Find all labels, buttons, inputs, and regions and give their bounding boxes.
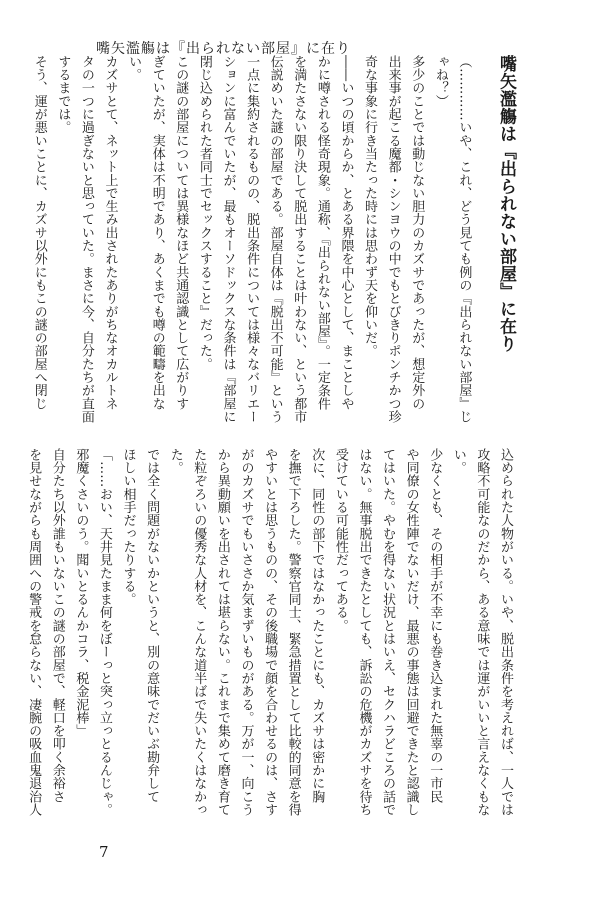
text-line: や同僚の女性陣でないだけ、最悪の事態は回避できたと認識し bbox=[403, 448, 419, 817]
text-line: 伝説めいた謎の部屋である。部屋自体は『脱出不可能』という bbox=[267, 55, 283, 424]
text-line: から異動願いを出されては堪らない。これまで集めて磨き育て bbox=[214, 448, 230, 817]
text-line: 自分たち以外誰もいないこの謎の部屋で、軽口を叩く余裕さ bbox=[49, 448, 65, 804]
text-line: では全く問題がないかというと、別の意味でだいぶ勘弁して bbox=[144, 448, 160, 804]
text-line: 攻略不可能なのだから、ある意味では運がいいと言えなくもな bbox=[474, 448, 490, 817]
text-line: を撫で下ろした。警察官同士、緊急措置として比較的同意を得 bbox=[285, 448, 301, 817]
text-line: タの一つに過ぎないと思っていた。まさに今、自分たちが直面 bbox=[78, 55, 94, 424]
text-line: ションに富んでいたが、最もオーソドックスな条件は『部屋に bbox=[220, 55, 236, 424]
text-line: てはいた。やむを得ない状況とはいえ、セクハラどころの話で bbox=[380, 448, 396, 817]
text-line: 受けている可能性だってある。 bbox=[332, 448, 348, 633]
text-line: た粒ぞろいの優秀な人材を、こんな道半ばで失いたくはなかっ bbox=[191, 448, 207, 817]
text-line: するまでは。 bbox=[55, 55, 71, 134]
text-line: い。 bbox=[450, 448, 466, 475]
text-line: 多少のことでは動じない胆力のカズサであったが、想定外の bbox=[409, 55, 425, 411]
upper-text-block bbox=[31, 55, 517, 430]
text-line: そう、運が悪いことに、カズサ以外にもこの謎の部屋へ閉じ bbox=[31, 55, 47, 411]
lower-text-block bbox=[26, 448, 517, 817]
text-line: ほしい相手だったりする。 bbox=[120, 448, 136, 606]
text-line: 次に、同性の部下ではなかったことにも、カズサは密かに胸 bbox=[309, 448, 325, 804]
text-line: 一点に集約されるものの、脱出条件については様々なバリエー bbox=[244, 55, 260, 424]
page-number: 7 bbox=[99, 843, 109, 861]
text-line: ぎていたが、実体は不明であり、あくまでも噂の範疇を出な bbox=[149, 55, 165, 411]
text-line: やすいとは思うものの、その後職場で顔を合わせるのは、さす bbox=[262, 448, 278, 817]
text-line: 「……おい、天井見たまま何をぼーっと突っ立っとるんじゃ。 bbox=[96, 448, 112, 817]
text-line: 出来事が起こる魔都・シンヨウの中でもとびきりポンチかつ珍 bbox=[385, 55, 401, 424]
text-line: がのカズサでもいささか気まずいものがある。万が一、向こう bbox=[238, 448, 254, 817]
text-line: た。 bbox=[167, 448, 183, 475]
text-line: い。 bbox=[126, 55, 142, 82]
text-line: 少なくとも、その相手が不幸にも巻き込まれた無辜の一市民 bbox=[427, 448, 443, 804]
text-line: かに噂される怪奇現象。通称、『出られない部屋』。一定条件 bbox=[314, 55, 330, 411]
text-line: ゃね？） bbox=[432, 55, 448, 108]
text-line: を満たさない限り決して脱出することは叶わない、という都市 bbox=[291, 55, 307, 424]
text-line: 閉じ込められた者同士でセックスすること』だった。 bbox=[196, 55, 212, 371]
running-header: 嘴矢濫觴は『出られない部屋』に在り bbox=[96, 41, 351, 57]
text-line: この謎の部屋については異様なほど共通認識として広がりす bbox=[173, 55, 189, 411]
text-line: はない。無事脱出できたとしても、訴訟の危機がカズサを待ち bbox=[356, 448, 372, 817]
text-line: 込められた人物がいる。いや、脱出条件を考えれば、一人では bbox=[498, 448, 513, 817]
text-line: （…………いや、これ、どう見ても例の『出られない部屋』じ bbox=[456, 55, 472, 424]
text-line: 邪魔くさいのう。聞いとるんかコラ、税金泥棒」 bbox=[73, 448, 89, 738]
text-line: カズサとて、ネット上で生み出されたありがちなオカルトネ bbox=[102, 55, 118, 411]
text-line: ――いつの頃からか、とある界隈を中心として、まことしや bbox=[338, 55, 354, 411]
text-line: 奇な事象に行き当たった時には思わず天を仰いだ。 bbox=[362, 55, 378, 358]
text-line: を見せながらも周囲への警戒を怠らない、凄腕の吸血鬼退治人 bbox=[26, 448, 42, 817]
chapter-title: 嘴矢濫觴は『出られない部屋』に在り bbox=[496, 55, 516, 353]
